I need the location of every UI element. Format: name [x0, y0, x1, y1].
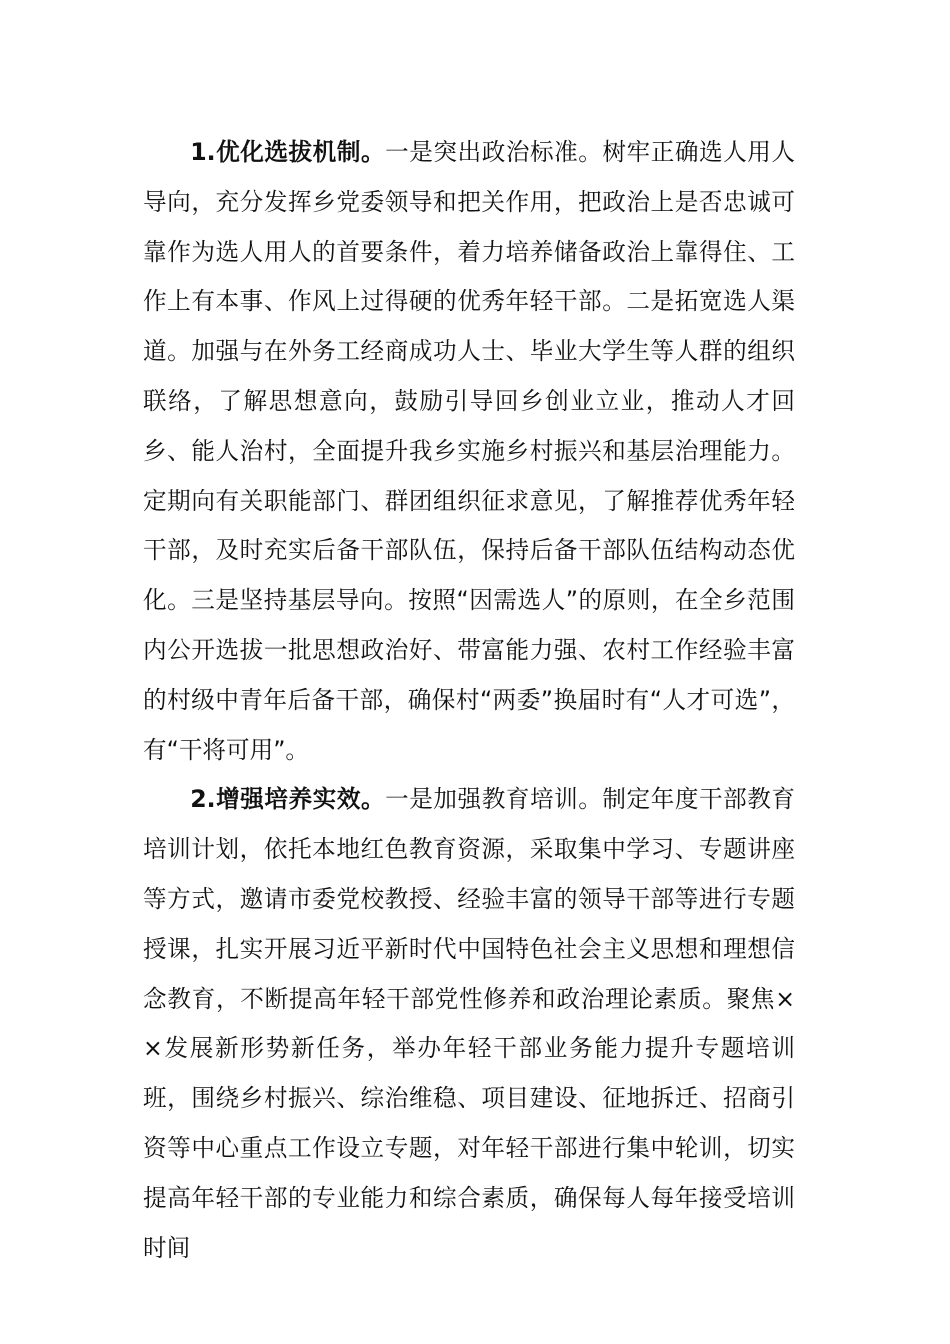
- paragraph-2-heading: 2.增强培养实效。: [190, 785, 386, 814]
- document-body: [143, 128, 795, 1273]
- paragraph-2: [143, 775, 795, 1273]
- paragraph-2-text: 一是加强教育培训。制定年度干部教育培训计划，依托本地红色教育资源，采取集中学习、专题讲座等方式，邀请市委党校教授、经验丰富的领导干部等进行专题授课，扎实开展习近平新时代中国特色社会主义思想和理想信念教育，不断提高年轻干部党性修养和政治理论素质。聚焦××发展新形势新任务，举办年轻干部业务能力提升专题培训班，围绕乡村振兴、综治维稳、项目建设、征地拆迁、招商引资等中心重点工作设立专题，对年轻干部进行集中轮训，切实提高年轻干部的专业能力和综合素质，确保每人每年接受培训时间: [143, 785, 795, 1262]
- paragraph-1-text: 一是突出政治标准。树牢正确选人用人导向，充分发挥乡党委领导和把关作用，把政治上是否忠诚可靠作为选人用人的首要条件，着力培养储备政治上靠得住、工作上有本事、作风上过得硬的优秀年轻干部。二是拓宽选人渠道。加强与在外务工经商成功人士、毕业大学生等人群的组织联络，了解思想意向，鼓励引导回乡创业立业，推动人才回乡、能人治村，全面提升我乡实施乡村振兴和基层治理能力。定期向有关职能部门、群团组织征求意见，了解推荐优秀年轻干部，及时充实后备干部队伍，保持后备干部队伍结构动态优化。三是坚持基层导向。按照“因需选人”的原则，在全乡范围内公开选拔一批思想政治好、带富能力强、农村工作经验丰富的村级中青年后备干部，确保村“两委”换届时有“人才可选”，有“干将可用”。: [143, 138, 795, 764]
- paragraph-1-heading: 1.优化选拔机制。: [190, 138, 386, 166]
- paragraph-1: [143, 128, 795, 775]
